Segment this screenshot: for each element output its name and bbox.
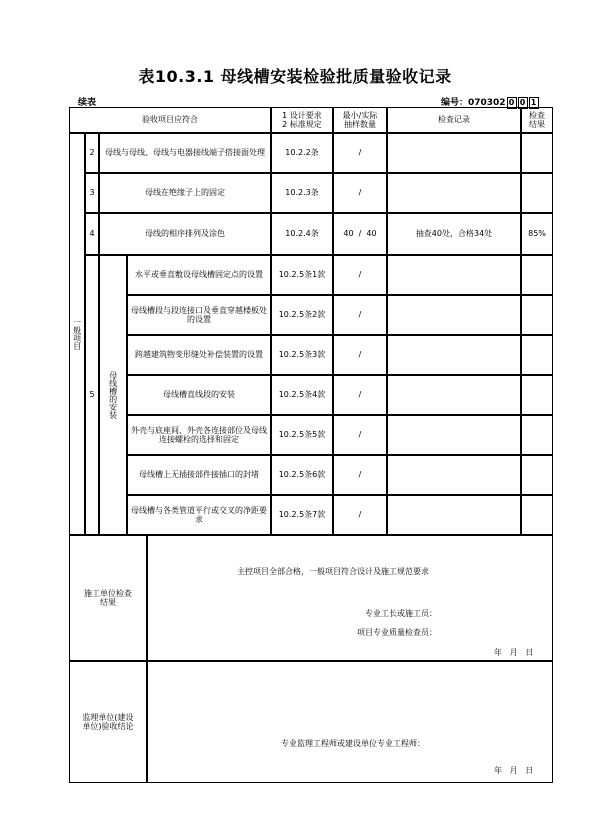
subitem-sample: / — [333, 335, 387, 375]
row-number: 3 — [85, 173, 99, 213]
row-number: 4 — [85, 213, 99, 255]
item-sample: / — [333, 133, 387, 173]
item-sample: 40 / 40 — [333, 213, 387, 255]
subitem-description: 母线槽上无插接部件接插口的封堵 — [127, 455, 271, 495]
subitem-result[interactable] — [521, 335, 553, 375]
header-record: 检查记录 — [387, 107, 521, 133]
serial-box: 0 — [507, 97, 517, 109]
subitem-result[interactable] — [521, 255, 553, 295]
inspection-table — [69, 107, 553, 783]
item-result[interactable] — [521, 133, 553, 173]
item-record[interactable] — [387, 133, 521, 173]
foreman-signature-label: 专业工长或施工员： — [365, 609, 437, 618]
header-requirement: 1 设计要求 2 标准规定 — [271, 107, 333, 133]
subitem-record[interactable] — [387, 375, 521, 415]
subitem-requirement: 10.2.5条5款 — [271, 415, 333, 455]
subitem-requirement: 10.2.5条3款 — [271, 335, 333, 375]
construction-unit-label: 施工单位检查结果 — [69, 535, 147, 661]
quality-inspector-signature-label: 项目专业质量检查员： — [357, 628, 437, 637]
supervision-engineer-signature-label: 专业监理工程师或建设单位专业工程师： — [281, 739, 425, 748]
subitem-description: 母线槽直线段的安装 — [127, 375, 271, 415]
subitem-description: 水平或垂直敷设母线槽固定点的设置 — [127, 255, 271, 295]
supervision-unit-label: 监理单位(建设单位)验收结论 — [69, 661, 147, 783]
item-record[interactable] — [387, 173, 521, 213]
subitem-record[interactable] — [387, 455, 521, 495]
page-title: 表10.3.1 母线槽安装检验批质量验收记录 — [138, 67, 452, 86]
group-label: 母线槽的安装 — [99, 255, 127, 535]
supervision-conclusion-area[interactable] — [147, 661, 553, 783]
row-number: 2 — [85, 133, 99, 173]
serial-box: 0 — [518, 97, 528, 109]
serial-label: 编号：070302 — [441, 98, 506, 108]
header-sample: 最小/实际 抽样数量 — [333, 107, 387, 133]
subitem-description: 跨越建筑物变形缝处补偿装置的设置 — [127, 335, 271, 375]
supervision-date: 年 月 日 — [494, 766, 534, 775]
subitem-record[interactable] — [387, 335, 521, 375]
subitem-sample: / — [333, 375, 387, 415]
continued-label: 续表 — [78, 98, 97, 108]
subitem-requirement: 10.2.5条2款 — [271, 295, 333, 335]
subitem-record[interactable] — [387, 495, 521, 535]
subitem-record[interactable] — [387, 295, 521, 335]
item-description: 母线与母线、母线与电器接线端子搭接面处理 — [99, 133, 271, 173]
construction-result-area[interactable] — [147, 535, 553, 661]
subitem-result[interactable] — [521, 495, 553, 535]
item-requirement: 10.2.2条 — [271, 133, 333, 173]
subitem-requirement: 10.2.5条6款 — [271, 455, 333, 495]
subitem-sample: / — [333, 455, 387, 495]
subitem-description: 母线槽与各类管道平行或交叉的净距要求 — [127, 495, 271, 535]
subitem-description: 母线槽段与段连接口及垂直穿越楼板处的设置 — [127, 295, 271, 335]
item-record[interactable]: 抽查40处，合格34处 — [387, 213, 521, 255]
serial-box: 1 — [529, 97, 539, 109]
construction-statement: 主控项目全部合格，一般项目符合设计及施工规范要求 — [237, 567, 429, 576]
subitem-requirement: 10.2.5条7款 — [271, 495, 333, 535]
general-items-label: 一般项目 — [69, 133, 85, 535]
subitem-record[interactable] — [387, 255, 521, 295]
subitem-sample: / — [333, 415, 387, 455]
construction-date: 年 月 日 — [494, 648, 534, 657]
subitem-description: 外壳与底座间、外壳各连接部位及母线连接螺栓的选择和固定 — [127, 415, 271, 455]
item-result[interactable]: 85% — [521, 213, 553, 255]
item-description: 母线的相序排列及涂色 — [99, 213, 271, 255]
subitem-result[interactable] — [521, 415, 553, 455]
subitem-sample: / — [333, 255, 387, 295]
subitem-record[interactable] — [387, 415, 521, 455]
item-sample: / — [333, 173, 387, 213]
header-result: 检查 结果 — [521, 107, 553, 133]
row-number: 5 — [85, 255, 99, 535]
subitem-sample: / — [333, 295, 387, 335]
subitem-result[interactable] — [521, 295, 553, 335]
item-description: 母线在绝缘子上的固定 — [99, 173, 271, 213]
header-item: 验收项目应符合 — [69, 107, 271, 133]
subitem-requirement: 10.2.5条1款 — [271, 255, 333, 295]
subitem-sample: / — [333, 495, 387, 535]
item-requirement: 10.2.3条 — [271, 173, 333, 213]
subitem-requirement: 10.2.5条4款 — [271, 375, 333, 415]
item-requirement: 10.2.4条 — [271, 213, 333, 255]
subitem-result[interactable] — [521, 455, 553, 495]
subitem-result[interactable] — [521, 375, 553, 415]
item-result[interactable] — [521, 173, 553, 213]
